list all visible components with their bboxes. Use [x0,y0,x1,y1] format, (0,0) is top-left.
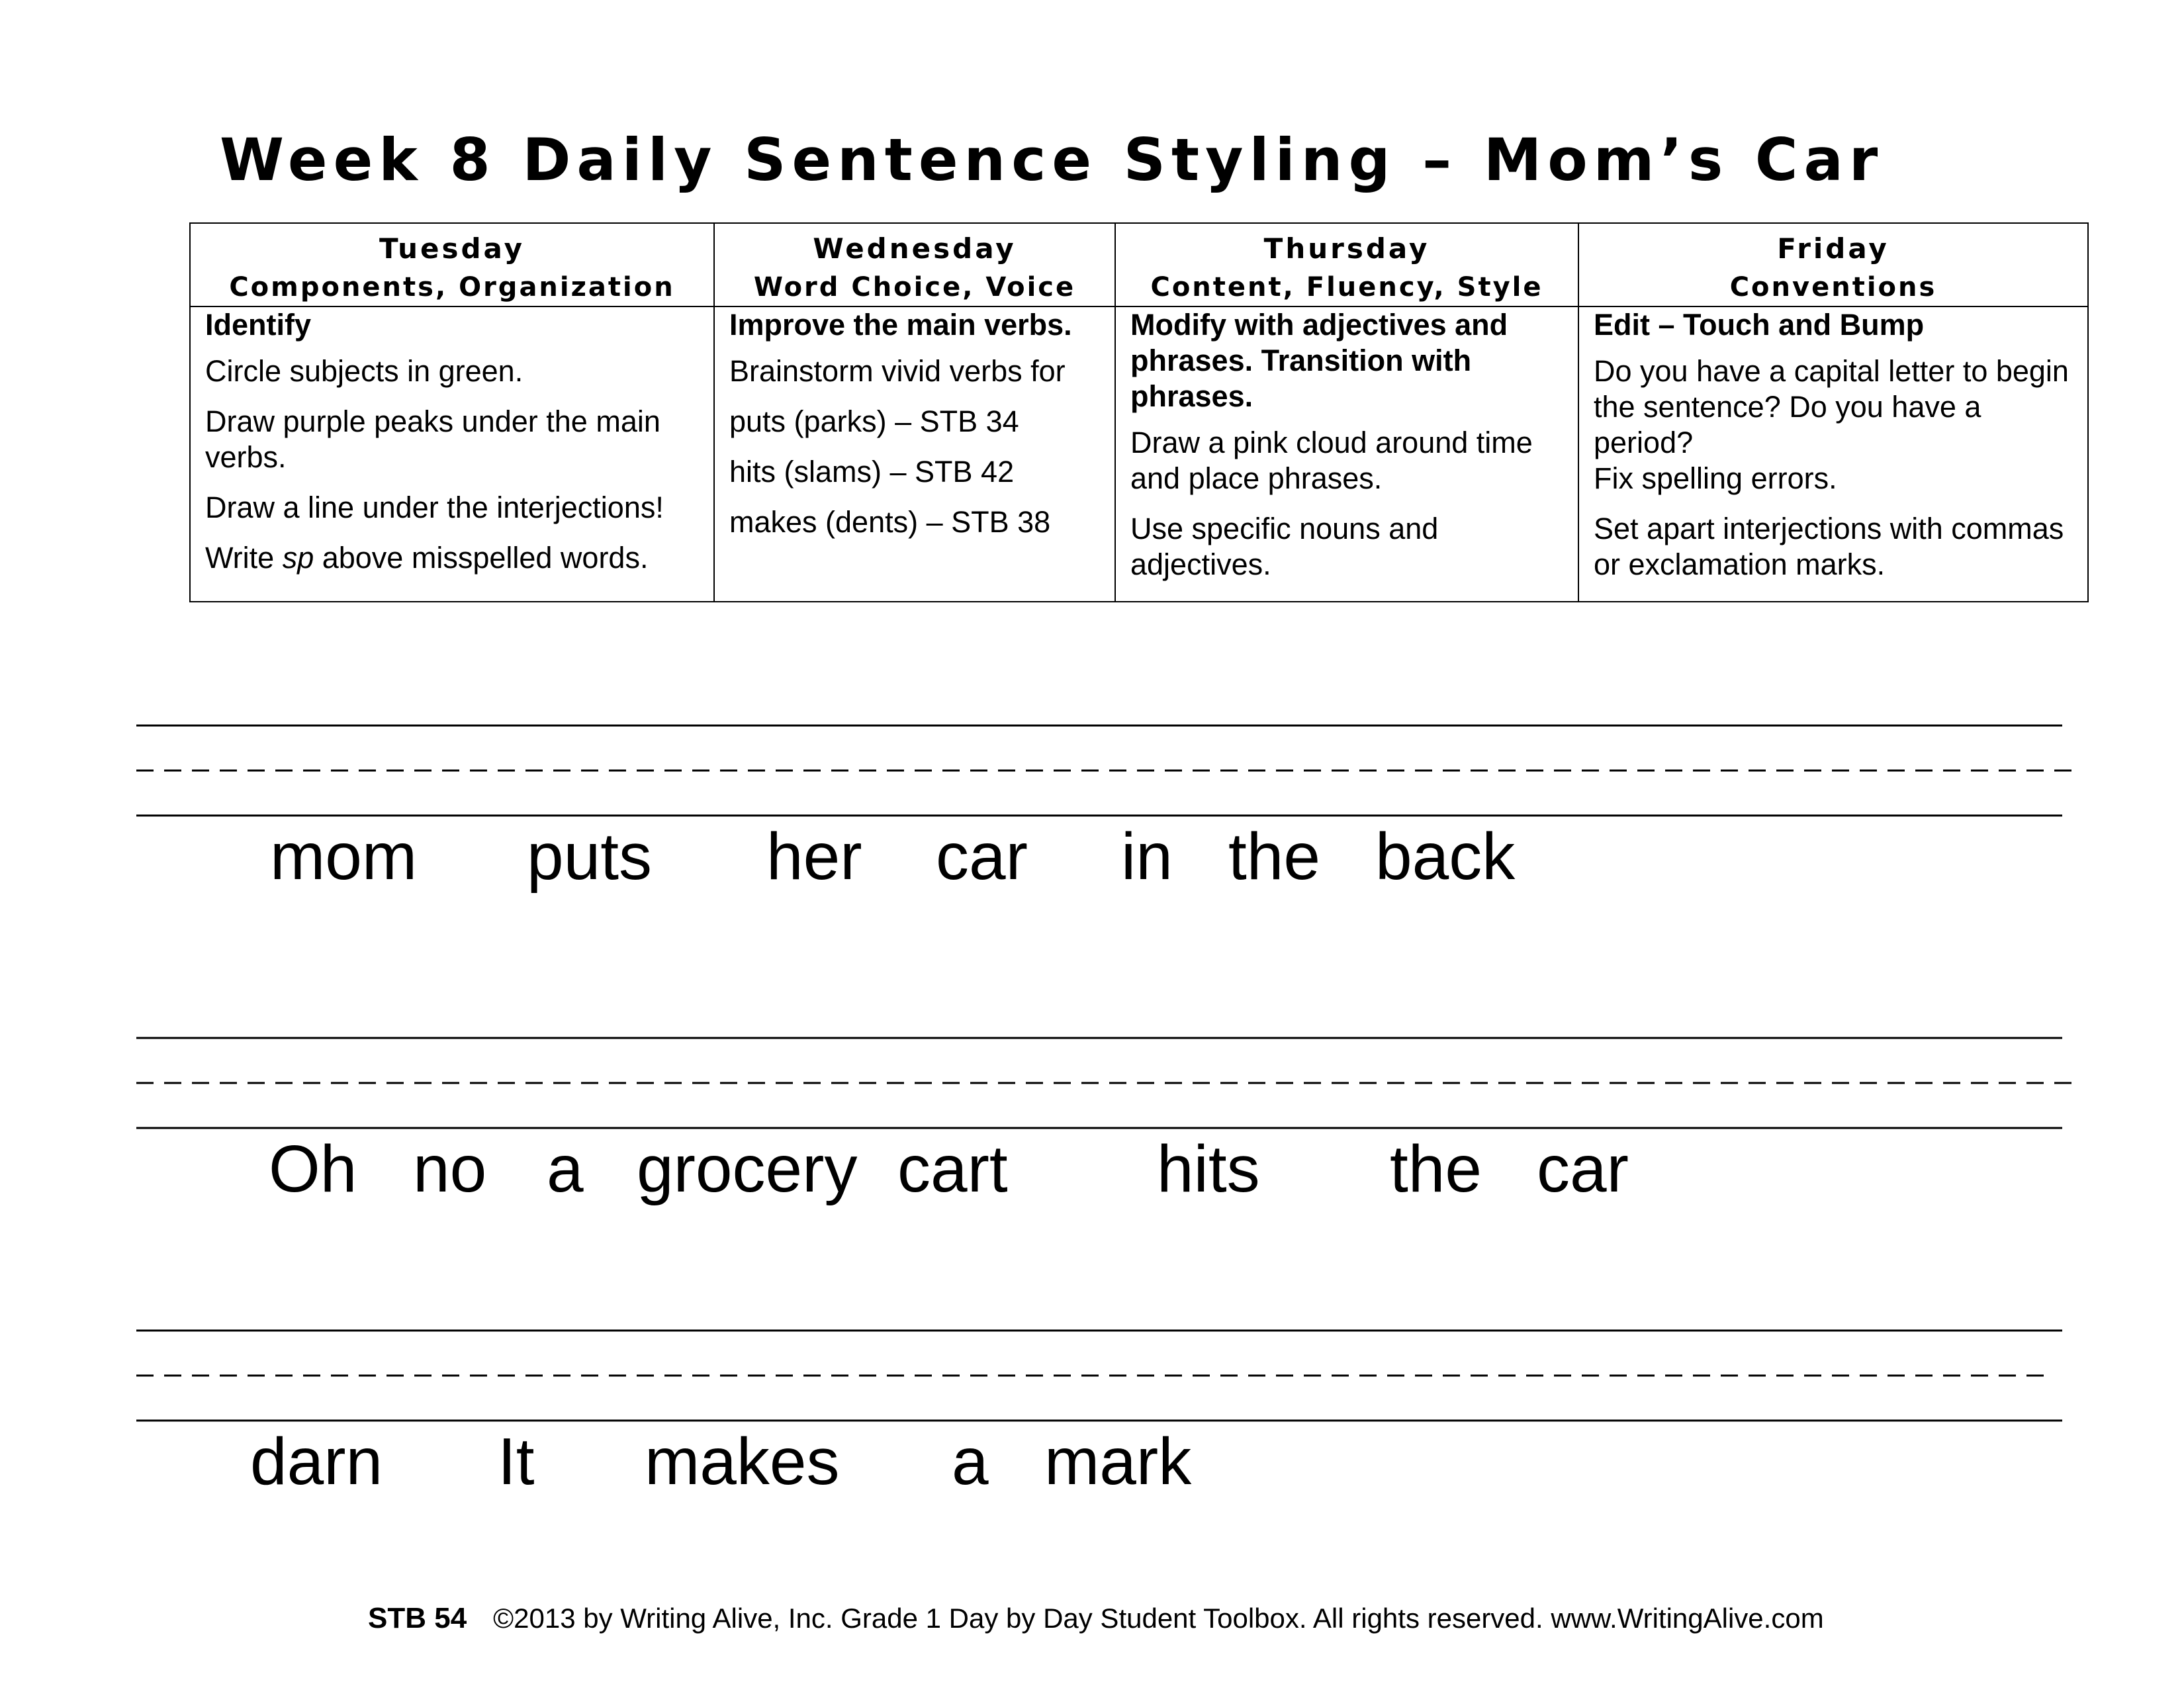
focus-label: Components, Organization [229,272,675,303]
day-label: Tuesday [379,232,525,265]
sentence-word: mom [270,820,418,894]
task-item-emphasis: sp [282,541,314,575]
copyright-text: ©2013 by Writing Alive, Inc. Grade 1 Day by Day Student Toolbox. All rights reserved. www.WritingAlive.com [493,1603,1824,1634]
footer [368,1602,1824,1635]
task-heading: Edit – Touch and Bump [1594,308,1925,342]
day-label: Friday [1777,232,1889,265]
sentence-word: back [1375,820,1516,894]
task-item-prefix: Write [205,541,283,575]
task-item: Draw a line under the interjections! [205,491,664,524]
sentence-word: the [1390,1132,1482,1206]
sentence-word: in [1121,820,1173,894]
task-item: Do you have a capital letter to begin the sentence? Do you have a period? [1594,354,2069,459]
task-item: makes (dents) – STB 38 [729,505,1051,539]
sentence-word: the [1228,820,1321,894]
focus-label: Content, Fluency, Style [1150,272,1543,303]
task-heading: Improve the main verbs. [729,308,1072,342]
sentence-word: a [952,1425,989,1499]
task-item: Set apart interjections with commas or exclamation marks. [1594,512,2064,581]
task-item: Fix spelling errors. [1594,461,1837,495]
task-item: Brainstorm vivid verbs for [729,354,1066,388]
sentence-word: her [766,820,862,894]
day-label: Wednesday [813,232,1017,265]
sentence-word: grocery [637,1132,858,1206]
sentence-word: mark [1044,1425,1192,1499]
sentence-word: car [936,820,1028,894]
focus-label: Conventions [1729,272,1937,303]
day-label: Thursday [1263,232,1430,265]
sentence-word: It [498,1425,535,1499]
task-item-suffix: above misspelled words. [314,541,649,575]
sentence-word: makes [645,1425,840,1499]
task-item: Use specific nouns and adjectives. [1130,512,1439,581]
task-item: puts (parks) – STB 34 [729,404,1019,438]
page-title: Week 8 Daily Sentence Styling – Mom’s Car [220,126,1884,194]
sentence-word: Oh [269,1132,357,1206]
sentence-word: no [413,1132,487,1206]
task-item: Draw a pink cloud around time and place phrases. [1130,426,1533,495]
task-heading: Identify [205,308,312,342]
focus-label: Word Choice, Voice [753,272,1076,303]
task-item: hits (slams) – STB 42 [729,455,1015,489]
sentence-word: puts [527,820,653,894]
sentence-word: hits [1157,1132,1260,1206]
sentence-word: darn [250,1425,383,1499]
sentence-word: a [547,1132,584,1206]
task-heading: Modify with adjectives and phrases. Transition with phrases. [1130,308,1508,413]
page-code: STB 54 [368,1602,467,1634]
sentence-word: cart [897,1132,1008,1206]
sentence-word: car [1537,1132,1629,1206]
task-item: Circle subjects in green. [205,354,523,388]
task-item: Draw purple peaks under the main verbs. [205,404,660,474]
